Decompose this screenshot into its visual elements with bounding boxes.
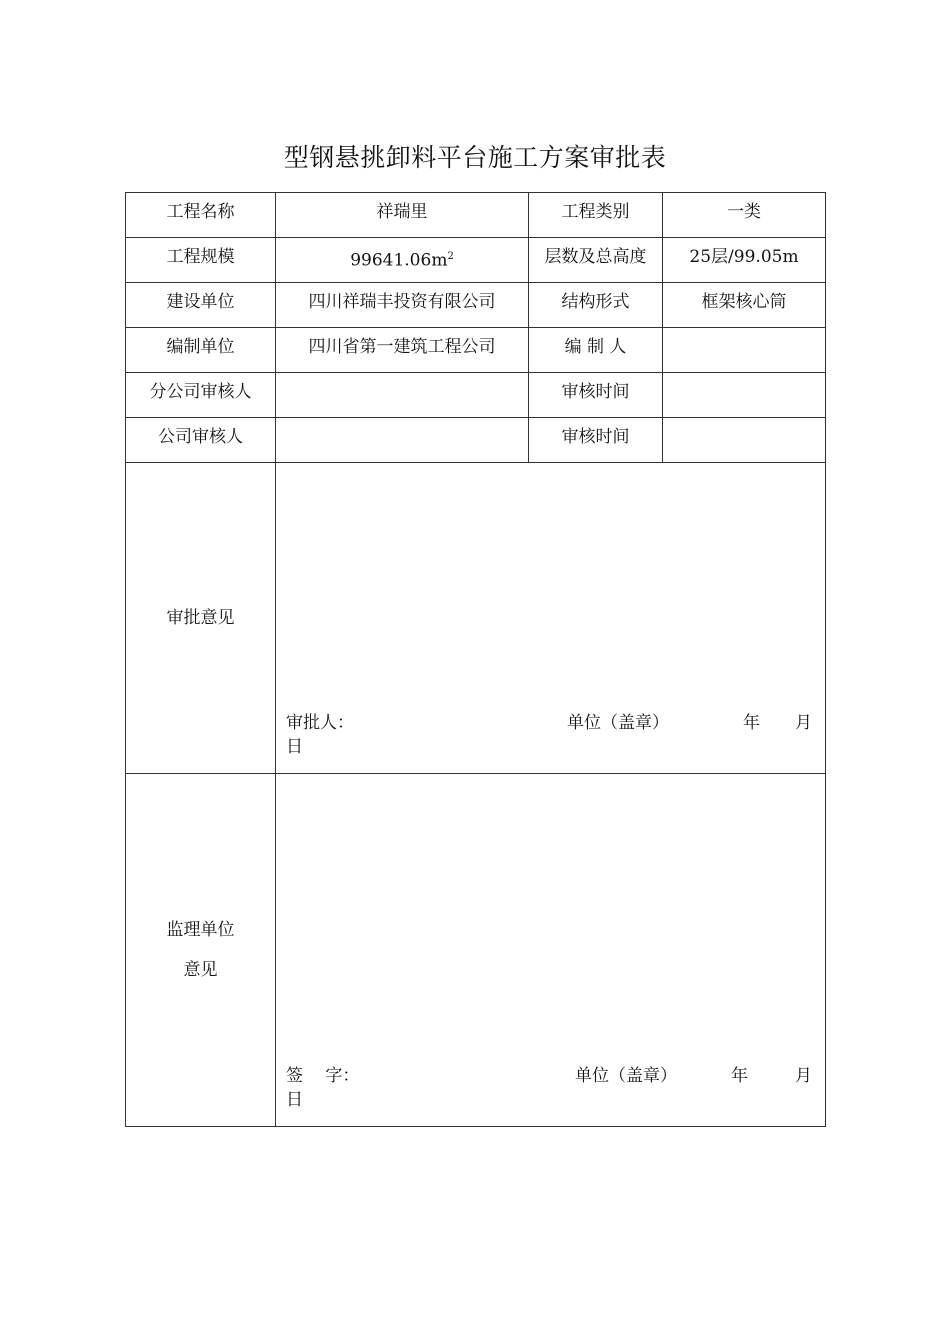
floors-height-value: 25层/99.05m bbox=[689, 247, 799, 267]
value-cell bbox=[663, 283, 826, 328]
branch-reviewer-field[interactable] bbox=[276, 373, 529, 418]
label-cell bbox=[126, 283, 276, 328]
day-label: 日 bbox=[286, 1090, 303, 1110]
label-cell bbox=[529, 373, 663, 418]
table-row bbox=[126, 373, 826, 418]
supervision-unit-label: 监理单位 bbox=[166, 920, 235, 940]
approval-opinion-field[interactable] bbox=[276, 463, 826, 774]
branch-reviewer-label: 分公司审核人 bbox=[149, 382, 252, 402]
review-time-label: 审核时间 bbox=[561, 427, 630, 447]
day-label: 日 bbox=[286, 737, 303, 757]
value-cell bbox=[276, 328, 529, 373]
company-reviewer-field[interactable] bbox=[276, 418, 529, 463]
table-row bbox=[126, 238, 826, 283]
compiler-field[interactable] bbox=[663, 328, 826, 373]
project-scale-value-wrap bbox=[276, 238, 528, 272]
owner-unit-label: 建设单位 bbox=[166, 292, 235, 312]
compiler-label: 编 制 人 bbox=[564, 337, 627, 357]
structure-type-label: 结构形式 bbox=[561, 292, 630, 312]
signature-label: 签 字： bbox=[286, 1066, 360, 1086]
label-cell bbox=[529, 328, 663, 373]
review-time-field[interactable] bbox=[663, 373, 826, 418]
label-cell bbox=[126, 193, 276, 238]
table-row bbox=[126, 193, 826, 238]
approval-form-table bbox=[125, 192, 826, 1127]
floors-height-label: 层数及总高度 bbox=[544, 247, 647, 267]
project-scale-superscript: 2 bbox=[447, 251, 454, 262]
approver-label: 审批人： bbox=[286, 713, 354, 733]
compiler-value bbox=[663, 328, 825, 336]
label-cell bbox=[529, 238, 663, 283]
approval-signature-block bbox=[286, 711, 815, 759]
approval-opinion-label: 审批意见 bbox=[166, 608, 235, 628]
review-time-value bbox=[663, 373, 825, 381]
supervision-signature-block bbox=[286, 1064, 815, 1112]
year-label: 年 bbox=[731, 1066, 748, 1086]
structure-type-value: 框架核心筒 bbox=[701, 292, 787, 312]
compiling-unit-value: 四川省第一建筑工程公司 bbox=[308, 337, 496, 357]
supervision-opinion-label: 意见 bbox=[183, 960, 218, 980]
approval-label-cell bbox=[126, 463, 276, 774]
project-scale-label: 工程规模 bbox=[166, 247, 235, 267]
project-category-value: 一类 bbox=[727, 202, 761, 222]
value-cell bbox=[276, 283, 529, 328]
owner-unit-value: 四川祥瑞丰投资有限公司 bbox=[308, 292, 496, 312]
supervision-row bbox=[126, 774, 826, 1127]
label-cell bbox=[529, 283, 663, 328]
label-cell bbox=[126, 418, 276, 463]
value-cell bbox=[663, 238, 826, 283]
unit-seal-label: 单位（盖章） bbox=[575, 1066, 677, 1086]
page-title: 型钢悬挑卸料平台施工方案审批表 bbox=[283, 143, 667, 172]
company-reviewer-label: 公司审核人 bbox=[158, 427, 243, 447]
project-category-label: 工程类别 bbox=[561, 202, 630, 222]
value-cell bbox=[276, 193, 529, 238]
project-scale-value: 99641.06 bbox=[350, 250, 432, 271]
branch-reviewer-value bbox=[276, 373, 528, 381]
month-label: 月 bbox=[795, 713, 812, 733]
project-name-value: 祥瑞里 bbox=[376, 202, 428, 222]
year-label: 年 bbox=[743, 713, 760, 733]
review-time-field[interactable] bbox=[663, 418, 826, 463]
project-name-label: 工程名称 bbox=[166, 202, 235, 222]
label-cell bbox=[529, 418, 663, 463]
label-cell bbox=[529, 193, 663, 238]
label-cell bbox=[126, 373, 276, 418]
approval-row bbox=[126, 463, 826, 774]
supervision-opinion-field[interactable] bbox=[276, 774, 826, 1127]
supervision-label-cell bbox=[126, 774, 276, 1127]
label-cell bbox=[126, 328, 276, 373]
label-cell bbox=[126, 238, 276, 283]
company-reviewer-value bbox=[276, 418, 528, 426]
value-cell bbox=[663, 193, 826, 238]
project-scale-unit: m bbox=[431, 250, 448, 271]
table-row bbox=[126, 283, 826, 328]
review-time-label: 审核时间 bbox=[561, 382, 630, 402]
month-label: 月 bbox=[795, 1066, 812, 1086]
table-row bbox=[126, 418, 826, 463]
unit-seal-label: 单位（盖章） bbox=[567, 713, 669, 733]
value-cell bbox=[276, 238, 529, 283]
review-time-value bbox=[663, 418, 825, 426]
table-row bbox=[126, 328, 826, 373]
compiling-unit-label: 编制单位 bbox=[166, 337, 235, 357]
